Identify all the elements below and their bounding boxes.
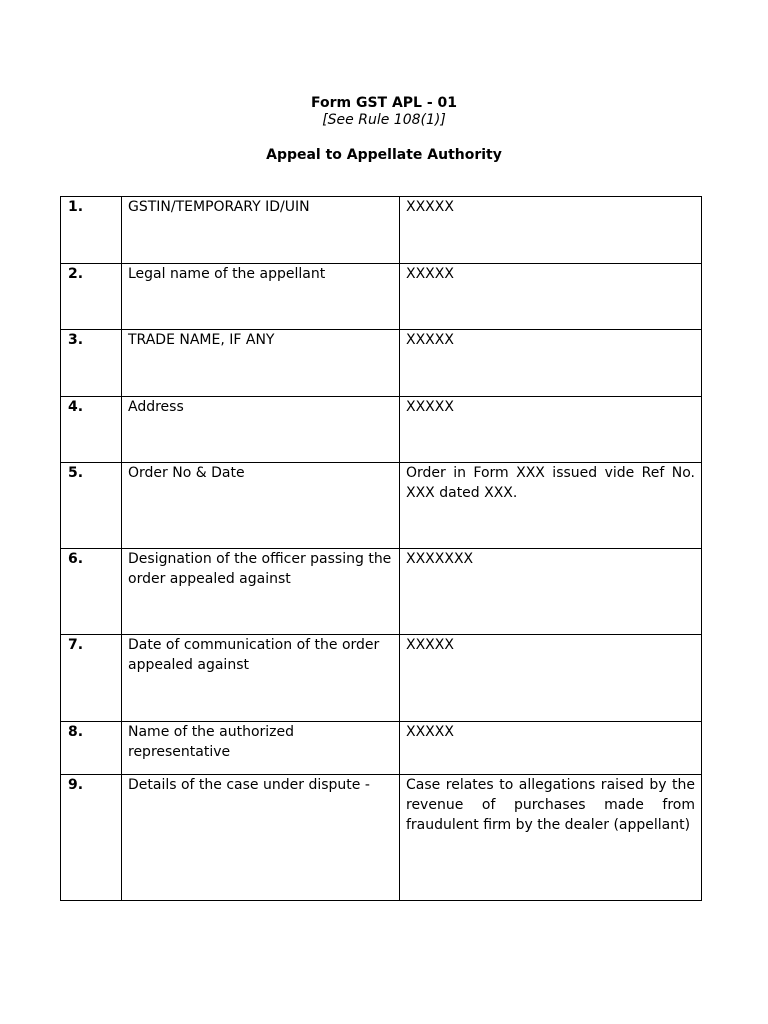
field-label: Date of communication of the order appealed against — [122, 635, 400, 722]
field-value: XXXXX — [400, 722, 702, 775]
field-value: XXXXXXX — [400, 549, 702, 635]
table-row — [61, 722, 702, 775]
field-value: XXXXX — [400, 330, 702, 397]
table-row — [61, 264, 702, 330]
field-value: XXXXX — [400, 635, 702, 722]
row-number: 8. — [61, 722, 122, 775]
row-number: 1. — [61, 197, 122, 264]
row-number: 5. — [61, 463, 122, 549]
field-label: Name of the authorized representative — [122, 722, 400, 775]
field-label: Designation of the officer passing the order appealed against — [122, 549, 400, 635]
field-value: Case relates to allegations raised by the revenue of purchases made from fraudulent firm by the dealer (appellant) — [400, 775, 702, 901]
table-row — [61, 197, 702, 264]
field-label: Address — [122, 397, 400, 463]
form-title: Form GST APL - 01 — [310, 95, 458, 111]
field-value: XXXXX — [400, 264, 702, 330]
row-number: 3. — [61, 330, 122, 397]
table-row — [61, 463, 702, 549]
table-row — [61, 775, 702, 901]
table-row — [61, 549, 702, 635]
field-label: TRADE NAME, IF ANY — [122, 330, 400, 397]
field-value: Order in Form XXX issued vide Ref No. XXX dated XXX. — [400, 463, 702, 549]
field-value: XXXXX — [400, 197, 702, 264]
field-label: GSTIN/TEMPORARY ID/UIN — [122, 197, 400, 264]
table-row — [61, 330, 702, 397]
form-heading: Appeal to Appellate Authority — [266, 147, 502, 163]
table-row — [61, 397, 702, 463]
field-label: Details of the case under dispute - — [122, 775, 400, 901]
appeal-details-table — [60, 196, 702, 901]
field-label: Order No & Date — [122, 463, 400, 549]
row-number: 4. — [61, 397, 122, 463]
field-label: Legal name of the appellant — [122, 264, 400, 330]
field-value: XXXXX — [400, 397, 702, 463]
row-number: 6. — [61, 549, 122, 635]
row-number: 9. — [61, 775, 122, 901]
row-number: 7. — [61, 635, 122, 722]
table-row — [61, 635, 702, 722]
form-rule-reference: [See Rule 108(1)] — [322, 112, 446, 128]
row-number: 2. — [61, 264, 122, 330]
